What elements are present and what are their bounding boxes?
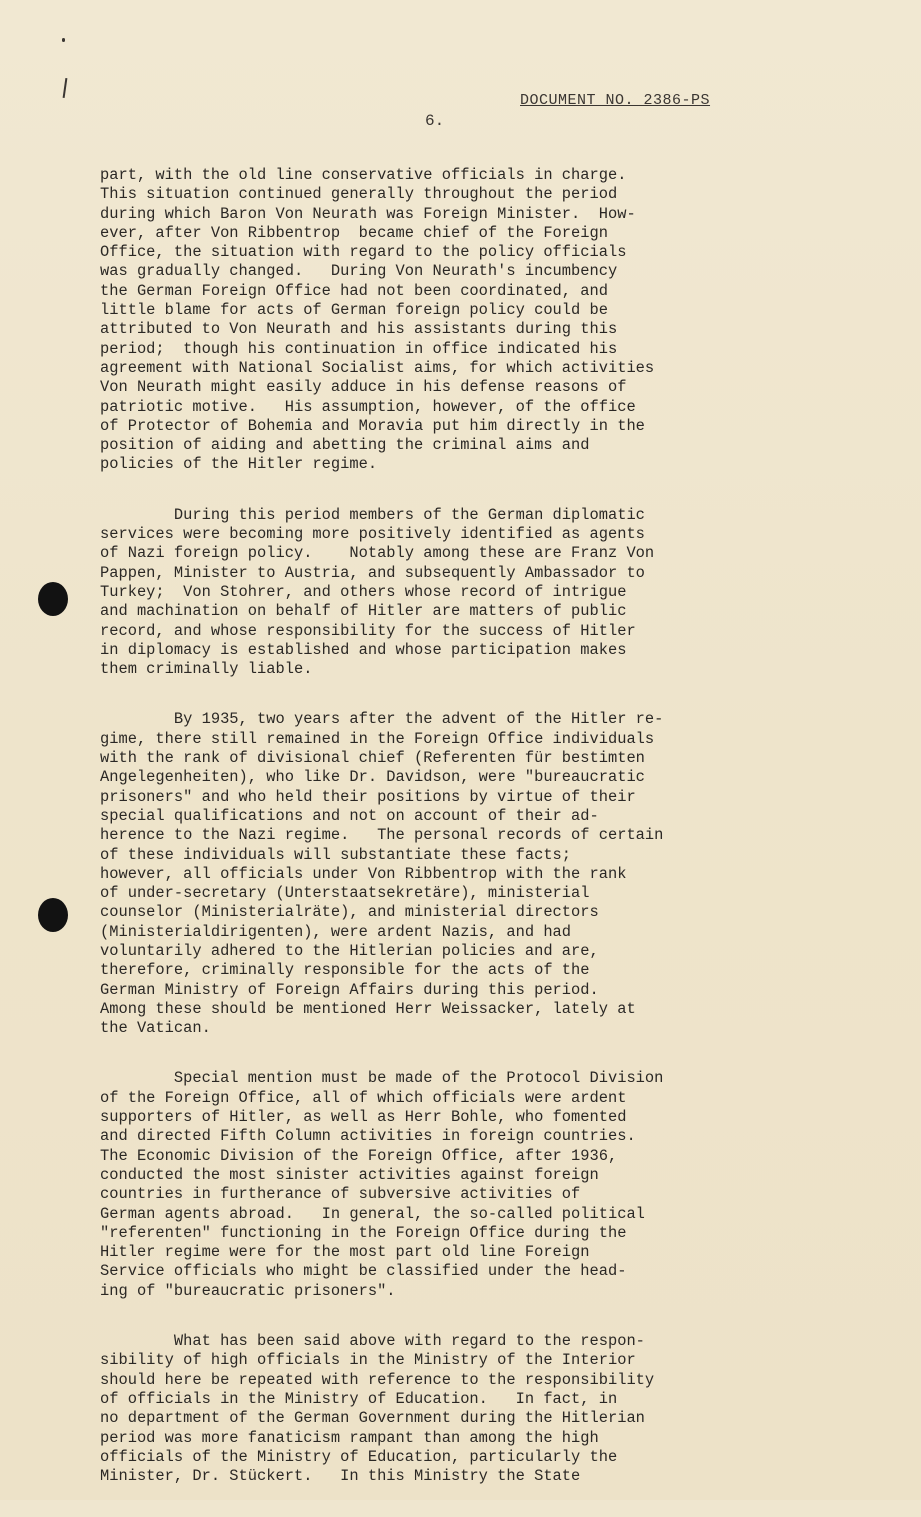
text-line: Office, the situation with regard to the policy officials	[100, 243, 627, 262]
text-line: Hitler regime were for the most part old line Foreign	[100, 1243, 590, 1262]
text-line: was gradually changed. During Von Neurath's incumbency	[100, 262, 618, 281]
text-line: and machination on behalf of Hitler are matters of public	[100, 602, 627, 621]
paragraph	[100, 710, 800, 1038]
text-line: with the rank of divisional chief (Referenten für bestimten	[100, 749, 645, 768]
text-line: the German Foreign Office had not been coordinated, and	[100, 281, 608, 300]
text-line: period was more fanaticism rampant than among the high	[100, 1428, 599, 1447]
margin-mark	[62, 38, 65, 42]
document-number: DOCUMENT NO. 2386-PS	[520, 92, 711, 109]
paragraph	[100, 1332, 800, 1486]
text-line: Minister, Dr. Stückert. In this Ministry the State	[100, 1467, 581, 1486]
paragraph	[100, 166, 800, 475]
paragraph	[100, 506, 800, 680]
text-line: What has been said above with regard to the respon-	[100, 1332, 645, 1351]
margin-mark	[63, 78, 68, 98]
text-line: however, all officials under Von Ribbentrop with the rank	[100, 864, 627, 883]
document-body	[100, 166, 800, 1517]
text-line: no department of the German Government during the Hitlerian	[100, 1409, 645, 1428]
text-line: policies of the Hitler regime.	[100, 455, 378, 474]
text-line: therefore, criminally responsible for the acts of the	[100, 961, 590, 980]
text-line: in diplomacy is established and whose participation makes	[100, 640, 627, 659]
text-line: them criminally liable.	[100, 660, 313, 679]
text-line: Angelegenheiten), who like Dr. Davidson, were "bureaucratic	[100, 768, 645, 787]
text-line: the Vatican.	[100, 1019, 211, 1038]
text-line: By 1935, two years after the advent of the Hitler re-	[100, 710, 664, 729]
text-line: Von Neurath might easily adduce in his defense reasons of	[100, 378, 627, 397]
text-line: Service officials who might be classified under the head-	[100, 1262, 627, 1281]
punch-hole	[38, 582, 68, 616]
text-line: Among these should be mentioned Herr Weissacker, lately at	[100, 999, 636, 1018]
text-line: officials of the Ministry of Education, particularly the	[100, 1447, 618, 1466]
text-line: Pappen, Minister to Austria, and subsequently Ambassador to	[100, 563, 645, 582]
page-number: 6.	[425, 112, 445, 130]
text-line: period; though his continuation in office indicated his	[100, 339, 618, 358]
text-line: during which Baron Von Neurath was Foreign Minister. How-	[100, 204, 636, 223]
punch-hole	[38, 898, 68, 932]
text-line: patriotic motive. His assumption, however, of the office	[100, 397, 636, 416]
text-line: Special mention must be made of the Protocol Division	[100, 1069, 664, 1088]
text-line: counselor (Ministerialräte), and ministerial directors	[100, 903, 599, 922]
text-line: record, and whose responsibility for the success of Hitler	[100, 621, 636, 640]
text-line: This situation continued generally throughout the period	[100, 185, 618, 204]
text-line: German Ministry of Foreign Affairs during this period.	[100, 980, 599, 999]
text-line: sibility of high officials in the Ministry of the Interior	[100, 1351, 636, 1370]
text-line: herence to the Nazi regime. The personal records of certain	[100, 826, 664, 845]
text-line: of under-secretary (Unterstaatsekretäre), ministerial	[100, 884, 590, 903]
text-line: part, with the old line conservative officials in charge.	[100, 166, 627, 184]
text-line: Turkey; Von Stohrer, and others whose record of intrigue	[100, 582, 627, 601]
text-line: of the Foreign Office, all of which officials were ardent	[100, 1088, 627, 1107]
text-line: should here be repeated with reference to the responsibility	[100, 1370, 655, 1389]
text-line: ever, after Von Ribbentrop became chief of the Foreign	[100, 223, 608, 242]
text-line: of officials in the Ministry of Education. In fact, in	[100, 1389, 618, 1408]
text-line: of these individuals will substantiate these facts;	[100, 845, 572, 864]
text-line: special qualifications and not on account of their ad-	[100, 806, 599, 825]
text-line: position of aiding and abetting the criminal aims and	[100, 436, 590, 455]
text-line: voluntarily adhered to the Hitlerian policies and are,	[100, 941, 599, 960]
text-line: ing of "bureaucratic prisoners".	[100, 1281, 396, 1300]
text-line: of Nazi foreign policy. Notably among these are Franz Von	[100, 544, 655, 563]
text-line: and directed Fifth Column activities in foreign countries.	[100, 1127, 636, 1146]
text-line: The Economic Division of the Foreign Office, after 1936,	[100, 1146, 618, 1165]
text-line: attributed to Von Neurath and his assistants during this	[100, 320, 618, 339]
paragraph	[100, 1069, 800, 1301]
text-line: supporters of Hitler, as well as Herr Bohle, who fomented	[100, 1108, 627, 1127]
text-line: conducted the most sinister activities against foreign	[100, 1165, 599, 1184]
text-line: of Protector of Bohemia and Moravia put him directly in the	[100, 416, 645, 435]
text-line: During this period members of the German diplomatic	[100, 505, 645, 524]
text-line: little blame for acts of German foreign policy could be	[100, 301, 608, 320]
text-line: German agents abroad. In general, the so-called political	[100, 1204, 645, 1223]
text-line: "referenten" functioning in the Foreign Office during the	[100, 1223, 627, 1242]
text-line: agreement with National Socialist aims, for which activities	[100, 358, 655, 377]
text-line: services were becoming more positively identified as agents	[100, 525, 645, 544]
text-line: (Ministerialdirigenten), were ardent Nazis, and had	[100, 922, 572, 941]
text-line: prisoners" and who held their positions by virtue of their	[100, 787, 636, 806]
text-line: countries in furtherance of subversive activities of	[100, 1185, 581, 1204]
text-line: gime, there still remained in the Foreign Office individuals	[100, 729, 655, 748]
